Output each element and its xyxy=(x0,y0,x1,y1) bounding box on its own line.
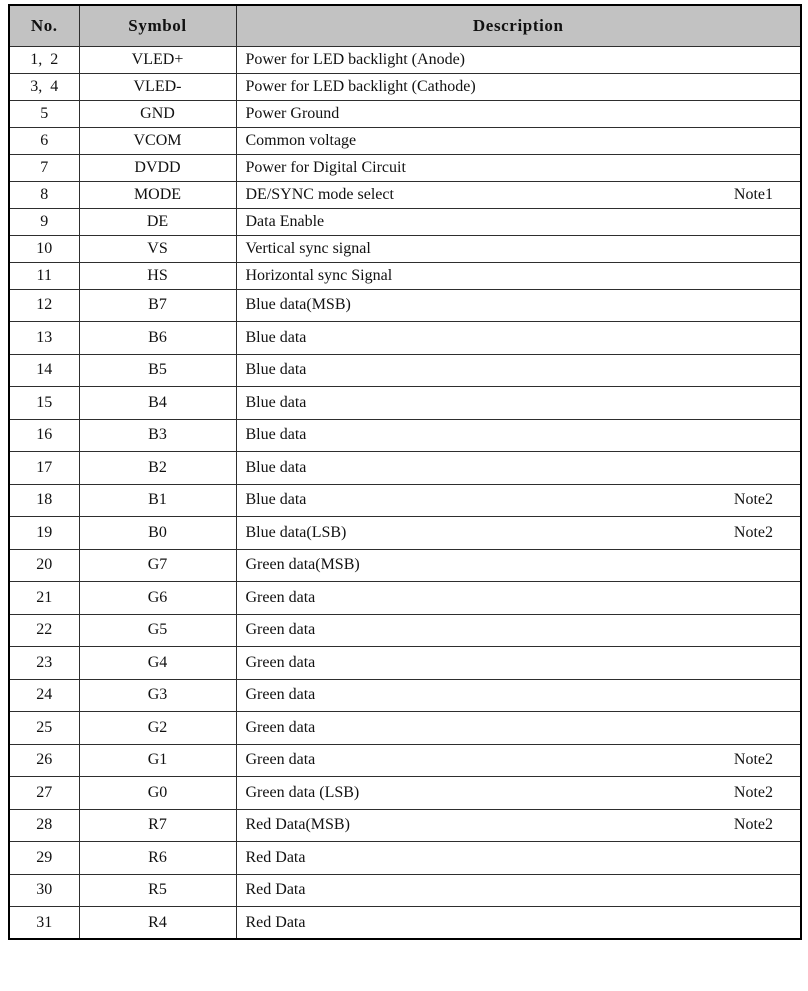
description-text: Green data (LSB) xyxy=(245,783,360,801)
description-text: Green data xyxy=(245,653,316,671)
description-content xyxy=(237,751,801,769)
description-text: Blue data xyxy=(245,491,307,509)
description-text: Blue data xyxy=(245,458,307,476)
pin-description-cell xyxy=(236,181,801,208)
pin-number-cell: 29 xyxy=(9,842,79,875)
pin-symbol-cell: HS xyxy=(79,262,236,289)
description-content xyxy=(237,105,801,123)
description-text: Green data(MSB) xyxy=(245,556,360,574)
pin-description-cell xyxy=(236,46,801,73)
description-content xyxy=(237,51,801,69)
pin-description-cell xyxy=(236,842,801,875)
description-content xyxy=(237,394,801,412)
table-body xyxy=(9,46,801,939)
pin-number-cell: 17 xyxy=(9,452,79,485)
table-row xyxy=(9,387,801,420)
pin-symbol-cell: DE xyxy=(79,208,236,235)
pin-symbol-cell: B4 xyxy=(79,387,236,420)
pin-number-cell: 26 xyxy=(9,744,79,777)
table-row xyxy=(9,614,801,647)
description-text: Common voltage xyxy=(245,131,357,149)
header-row xyxy=(9,5,801,46)
pin-description-cell xyxy=(236,777,801,810)
description-content xyxy=(237,159,801,177)
description-content xyxy=(237,267,801,285)
column-header-symbol: Symbol xyxy=(79,5,236,46)
description-text: Power for LED backlight (Anode) xyxy=(245,50,465,68)
description-text: Red Data xyxy=(245,848,306,866)
description-content xyxy=(237,654,801,672)
table-row xyxy=(9,262,801,289)
pin-symbol-cell: VS xyxy=(79,235,236,262)
description-text: Green data xyxy=(245,621,316,639)
pin-number-cell: 10 xyxy=(9,235,79,262)
pin-description-cell xyxy=(236,100,801,127)
table-row xyxy=(9,208,801,235)
description-content xyxy=(237,213,801,231)
pin-symbol-cell: G3 xyxy=(79,679,236,712)
description-content xyxy=(237,426,801,444)
pin-description-cell xyxy=(236,874,801,907)
pin-description-cell xyxy=(236,744,801,777)
pin-symbol-cell: B0 xyxy=(79,517,236,550)
description-text: Vertical sync signal xyxy=(245,239,371,257)
pin-number-cell: 30 xyxy=(9,874,79,907)
pin-description-cell xyxy=(236,712,801,745)
description-content xyxy=(237,296,801,314)
datasheet-page xyxy=(8,4,802,940)
pin-symbol-cell: DVDD xyxy=(79,154,236,181)
pin-symbol-cell: G0 xyxy=(79,777,236,810)
pin-symbol-cell: B5 xyxy=(79,354,236,387)
pin-symbol-cell: R7 xyxy=(79,809,236,842)
description-text: Blue data(MSB) xyxy=(245,296,351,314)
pin-description-cell xyxy=(236,387,801,420)
pin-description-cell xyxy=(236,517,801,550)
description-content xyxy=(237,491,801,509)
pin-number-cell: 24 xyxy=(9,679,79,712)
pin-description-cell xyxy=(236,582,801,615)
description-text: Blue data xyxy=(245,328,307,346)
pin-number-cell: 3, 4 xyxy=(9,73,79,100)
pin-number-cell: 20 xyxy=(9,549,79,582)
description-text: DE/SYNC mode select xyxy=(245,185,394,203)
description-content xyxy=(237,849,801,867)
description-content xyxy=(237,186,801,204)
table-row xyxy=(9,712,801,745)
description-content xyxy=(237,686,801,704)
note-label: Note2 xyxy=(733,751,773,769)
pin-symbol-cell: G5 xyxy=(79,614,236,647)
table-row xyxy=(9,452,801,485)
table-row xyxy=(9,809,801,842)
pin-symbol-cell: G4 xyxy=(79,647,236,680)
description-text: Blue data xyxy=(245,361,307,379)
pin-symbol-cell: B6 xyxy=(79,322,236,355)
table-row xyxy=(9,679,801,712)
description-text: Data Enable xyxy=(245,212,325,230)
table-row xyxy=(9,517,801,550)
note-label: Note2 xyxy=(733,523,773,541)
pin-number-cell: 9 xyxy=(9,208,79,235)
pin-description-cell xyxy=(236,262,801,289)
pin-description-table xyxy=(8,4,802,940)
pin-description-cell xyxy=(236,614,801,647)
description-text: Red Data xyxy=(245,913,306,931)
pin-number-cell: 21 xyxy=(9,582,79,615)
pin-number-cell: 25 xyxy=(9,712,79,745)
table-row xyxy=(9,154,801,181)
pin-symbol-cell: B2 xyxy=(79,452,236,485)
table-row xyxy=(9,744,801,777)
description-content xyxy=(237,524,801,542)
pin-description-cell xyxy=(236,73,801,100)
description-text: Blue data(LSB) xyxy=(245,523,347,541)
table-row xyxy=(9,181,801,208)
description-content xyxy=(237,556,801,574)
pin-symbol-cell: B7 xyxy=(79,289,236,322)
pin-symbol-cell: VLED- xyxy=(79,73,236,100)
description-content xyxy=(237,719,801,737)
pin-symbol-cell: GND xyxy=(79,100,236,127)
pin-symbol-cell: VLED+ xyxy=(79,46,236,73)
table-row xyxy=(9,289,801,322)
description-text: Power for LED backlight (Cathode) xyxy=(245,77,476,95)
pin-number-cell: 11 xyxy=(9,262,79,289)
description-content xyxy=(237,459,801,477)
table-row xyxy=(9,582,801,615)
description-text: Red Data(MSB) xyxy=(245,816,350,834)
table-row xyxy=(9,354,801,387)
pin-description-cell xyxy=(236,907,801,940)
description-content xyxy=(237,621,801,639)
pin-description-cell xyxy=(236,322,801,355)
pin-number-cell: 13 xyxy=(9,322,79,355)
table-row xyxy=(9,549,801,582)
pin-number-cell: 16 xyxy=(9,419,79,452)
pin-symbol-cell: G7 xyxy=(79,549,236,582)
column-header-description: Description xyxy=(236,5,801,46)
description-content xyxy=(237,240,801,258)
pin-description-cell xyxy=(236,419,801,452)
pin-description-cell xyxy=(236,154,801,181)
pin-symbol-cell: MODE xyxy=(79,181,236,208)
table-row xyxy=(9,874,801,907)
pin-description-cell xyxy=(236,549,801,582)
description-content xyxy=(237,132,801,150)
pin-symbol-cell: R4 xyxy=(79,907,236,940)
pin-number-cell: 8 xyxy=(9,181,79,208)
pin-number-cell: 22 xyxy=(9,614,79,647)
pin-symbol-cell: R6 xyxy=(79,842,236,875)
pin-description-cell xyxy=(236,809,801,842)
pin-number-cell: 18 xyxy=(9,484,79,517)
pin-number-cell: 7 xyxy=(9,154,79,181)
pin-description-cell xyxy=(236,127,801,154)
note-label: Note1 xyxy=(733,185,773,203)
pin-description-cell xyxy=(236,208,801,235)
note-label: Note2 xyxy=(733,816,773,834)
pin-symbol-cell: B3 xyxy=(79,419,236,452)
pin-number-cell: 31 xyxy=(9,907,79,940)
description-content xyxy=(237,816,801,834)
description-text: Red Data xyxy=(245,881,306,899)
description-text: Green data xyxy=(245,718,316,736)
note-label: Note2 xyxy=(733,491,773,509)
pin-number-cell: 5 xyxy=(9,100,79,127)
pin-number-cell: 12 xyxy=(9,289,79,322)
pin-symbol-cell: G2 xyxy=(79,712,236,745)
pin-symbol-cell: B1 xyxy=(79,484,236,517)
pin-description-cell xyxy=(236,647,801,680)
table-row xyxy=(9,647,801,680)
pin-number-cell: 23 xyxy=(9,647,79,680)
pin-description-cell xyxy=(236,289,801,322)
pin-number-cell: 28 xyxy=(9,809,79,842)
description-text: Power Ground xyxy=(245,104,340,122)
description-text: Power for Digital Circuit xyxy=(245,158,406,176)
description-text: Horizontal sync Signal xyxy=(245,266,393,284)
pin-number-cell: 1, 2 xyxy=(9,46,79,73)
pin-symbol-cell: R5 xyxy=(79,874,236,907)
pin-symbol-cell: G6 xyxy=(79,582,236,615)
description-content xyxy=(237,329,801,347)
table-row xyxy=(9,127,801,154)
table-row xyxy=(9,100,801,127)
table-row xyxy=(9,777,801,810)
table-row xyxy=(9,842,801,875)
pin-number-cell: 15 xyxy=(9,387,79,420)
description-content xyxy=(237,78,801,96)
pin-description-cell xyxy=(236,484,801,517)
pin-number-cell: 14 xyxy=(9,354,79,387)
pin-description-cell xyxy=(236,354,801,387)
pin-symbol-cell: G1 xyxy=(79,744,236,777)
pin-number-cell: 19 xyxy=(9,517,79,550)
table-header xyxy=(9,5,801,46)
description-text: Green data xyxy=(245,686,316,704)
table-row xyxy=(9,322,801,355)
pin-number-cell: 27 xyxy=(9,777,79,810)
pin-number-cell: 6 xyxy=(9,127,79,154)
description-content xyxy=(237,881,801,899)
description-text: Green data xyxy=(245,751,316,769)
description-content xyxy=(237,361,801,379)
pin-symbol-cell: VCOM xyxy=(79,127,236,154)
description-content xyxy=(237,914,801,932)
table-row xyxy=(9,235,801,262)
pin-description-cell xyxy=(236,235,801,262)
table-row xyxy=(9,907,801,940)
description-content xyxy=(237,784,801,802)
description-text: Blue data xyxy=(245,393,307,411)
description-text: Blue data xyxy=(245,426,307,444)
note-label: Note2 xyxy=(733,783,773,801)
description-content xyxy=(237,589,801,607)
table-row xyxy=(9,419,801,452)
pin-description-cell xyxy=(236,679,801,712)
table-row xyxy=(9,484,801,517)
description-text: Green data xyxy=(245,588,316,606)
table-row xyxy=(9,73,801,100)
pin-description-cell xyxy=(236,452,801,485)
table-row xyxy=(9,46,801,73)
column-header-no: No. xyxy=(9,5,79,46)
